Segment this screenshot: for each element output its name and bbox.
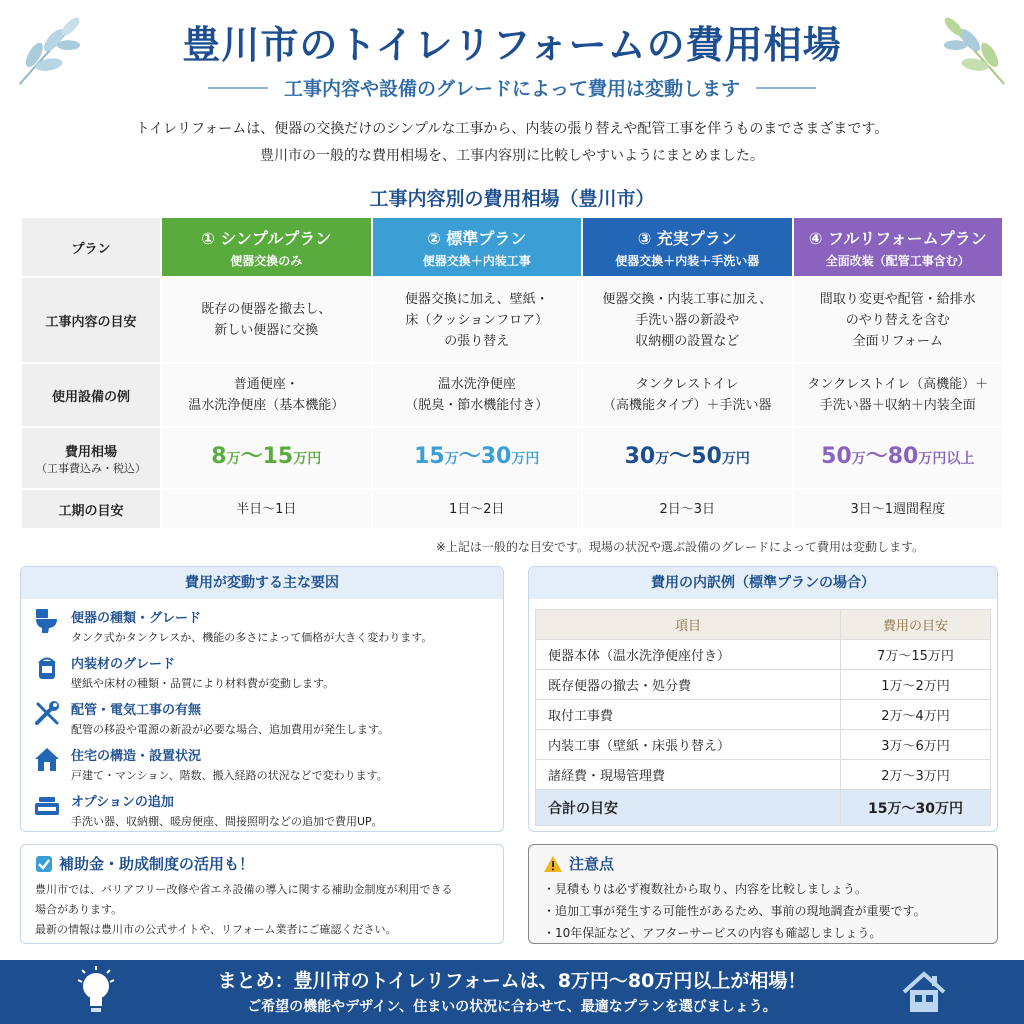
cell-line: 普通便座・ [233, 377, 299, 392]
factor-text [71, 607, 432, 645]
price-unit: 万円 [511, 451, 540, 467]
cell-line: タンクレストイレ [635, 377, 739, 392]
plan-sub: 便器交換のみ [230, 253, 303, 268]
price-min: 15 [414, 444, 445, 469]
factors-title: 費用が変動する主な要因 [21, 567, 503, 599]
period-cell: 3日〜1週間程度 [793, 489, 1004, 529]
caution-list [543, 878, 983, 944]
price-max: 30 [480, 444, 512, 469]
equipment-cell [793, 363, 1004, 427]
price-cell [372, 427, 583, 489]
summary-line-1: まとめ：豊川市のトイレリフォームは、8万円〜80万円以上が相場！ [217, 970, 807, 992]
sink-icon [33, 791, 61, 819]
content-cell [372, 277, 583, 363]
cell-line: 手洗い器＋収納＋内装全面 [819, 398, 976, 413]
plan-name: ③ 充実プラン [637, 228, 737, 248]
cell-line: 全面リフォーム [852, 333, 943, 349]
plan-header-2 [372, 217, 583, 277]
intro-line: トイレリフォームは、便器の交換だけのシンプルな工事から、内装の張り替えや配管工事を伴うものまでさまざまです。 [135, 121, 889, 137]
item-cell: 便器本体（温水洗浄便座付き） [536, 640, 841, 670]
house-icon [900, 968, 948, 1016]
cell-line: 温水洗浄便座（基本機能） [188, 398, 345, 413]
cell-line: （高機能タイプ）＋手洗い器 [603, 398, 772, 413]
row-label-content: 工事内容の目安 [21, 277, 161, 363]
price-tilde: 〜 [865, 444, 888, 469]
factor-desc: タンク式かタンクレスか、機能の多さによって価格が大きく変わります。 [71, 631, 433, 644]
factor-item [21, 607, 503, 645]
row-label-equipment: 使用設備の例 [21, 363, 161, 427]
comparison-title: 工事内容別の費用相場（豊川市） [369, 188, 655, 210]
caution-item: ・10年保証など、アフターサービスの内容も確認しましょう。 [543, 926, 882, 940]
value-cell: 2万〜4万円 [840, 700, 990, 730]
item-cell: 取付工事費 [536, 700, 841, 730]
cell-line: 便器交換・内装工事に加え、 [602, 291, 773, 307]
cell-line: タンクレストイレ（高機能）＋ [807, 377, 989, 392]
price-max: 50 [691, 444, 722, 469]
price-min: 50 [821, 444, 852, 469]
factor-desc: 手洗い器、収納棚、暖房便座、間接照明などの追加で費用UP。 [71, 815, 383, 828]
value-cell: 1万〜2万円 [840, 670, 990, 700]
table-row [536, 640, 991, 670]
factor-title: 内装材のグレード [71, 657, 176, 672]
row-label-cost [21, 427, 161, 489]
factor-text [71, 791, 383, 829]
cost-label: 費用相場 [64, 444, 117, 460]
plan-name: ① シンプルプラン [201, 228, 332, 248]
value-cell: 3万〜6万円 [840, 730, 990, 760]
period-cell: 1日〜2日 [372, 489, 583, 529]
price-max: 80 [887, 444, 919, 469]
table-row [21, 427, 1003, 489]
item-cell: 既存便器の撤去・処分費 [536, 670, 841, 700]
content-cell [582, 277, 793, 363]
price-max: 15 [262, 444, 294, 469]
subsidy-line: 最新の情報は豊川市の公式サイトや、リフォーム業者にご確認ください。 [35, 923, 397, 936]
plan-header-3 [582, 217, 793, 277]
table-row [21, 489, 1003, 529]
subsidy-line: 場合があります。 [35, 903, 123, 916]
factor-item [21, 745, 503, 783]
price-tilde: 〜 [669, 444, 692, 469]
cell-line: 便器交換に加え、壁紙・ [404, 291, 549, 307]
warning-icon [543, 855, 563, 873]
cell-line: の張り替え [444, 333, 510, 349]
divider [756, 87, 816, 89]
price-unit: 万 [851, 451, 866, 467]
page-subtitle: 工事内容や設備のグレードによって費用は変動します [283, 78, 740, 100]
breakdown-panel [528, 566, 998, 832]
factor-title: 住宅の構造・設置状況 [71, 749, 202, 764]
cell-line: 既存の便器を撤去し、 [201, 302, 332, 317]
plan-sub: 全面改装（配管工事含む） [825, 253, 970, 268]
plan-sub: 便器交換＋内装＋手洗い器 [615, 253, 760, 268]
subsidy-title: 補助金・助成制度の活用も！ [59, 855, 255, 873]
paint-bucket-icon [33, 653, 61, 681]
table-row [21, 363, 1003, 427]
table-header-row [536, 610, 991, 640]
toilet-icon [33, 607, 61, 635]
factor-item [21, 653, 503, 691]
cell-line: 収納棚の設置など [635, 333, 740, 349]
table-row [21, 277, 1003, 363]
summary-line-2: ご希望の機能やデザイン、住まいの状況に合わせて、最適なプランを選びましょう。 [247, 999, 777, 1015]
price-unit: 万 [444, 451, 459, 467]
caution-item: ・追加工事が発生する可能性があるため、事前の現地調査が重要です。 [543, 904, 926, 918]
cell-line: 手洗い器の新設や [635, 312, 740, 328]
table-row [21, 217, 1003, 277]
cost-note: （工事費込み・税込） [36, 461, 146, 475]
caution-box [528, 844, 998, 944]
table-row [536, 760, 991, 790]
cell-line: （脱臭・節水機能付き） [405, 398, 549, 413]
price-suffix: 以上 [946, 451, 975, 467]
cell-line: 間取り変更や配管・給排水 [819, 291, 976, 307]
intro-text [0, 116, 1024, 170]
divider [208, 87, 268, 89]
total-label: 合計の目安 [536, 790, 841, 826]
table-row [536, 670, 991, 700]
price-unit: 万円 [293, 451, 322, 467]
price-unit: 万 [655, 451, 670, 467]
cell-line: 床（クッションフロア） [405, 312, 549, 328]
factor-text [71, 653, 334, 691]
factor-item [21, 791, 503, 829]
summary-banner [0, 960, 1024, 1024]
cell-line: のやり替えを含む [845, 312, 950, 328]
subsidy-text [35, 880, 489, 940]
factor-desc: 配管の移設や電源の新設が必要な場合、追加費用が発生します。 [71, 723, 390, 736]
column-header: 費用の目安 [840, 610, 990, 640]
factor-title: オプションの追加 [71, 795, 174, 810]
content-cell [161, 277, 372, 363]
caution-item: ・見積もりは必ず複数社から取り、内容を比較しましょう。 [543, 882, 868, 896]
price-unit: 万円 [721, 451, 750, 467]
content-cell [793, 277, 1004, 363]
factor-text [71, 745, 388, 783]
subtitle-row [0, 74, 1024, 101]
house-icon [33, 745, 61, 773]
price-tilde: 〜 [240, 444, 263, 469]
row-label-plan: プラン [21, 217, 161, 277]
plan-name: ④ フルリフォームプラン [808, 228, 987, 248]
plan-sub: 便器交換＋内装工事 [422, 253, 531, 268]
breakdown-table [535, 609, 991, 826]
subsidy-line: 豊川市では、バリアフリー改修や省エネ設備の導入に関する補助金制度が利用できる [35, 883, 453, 896]
page-title: 豊川市のトイレリフォームの費用相場 [182, 23, 842, 67]
price-cell [582, 427, 793, 489]
factor-title: 配管・電気工事の有無 [71, 703, 202, 718]
checkbox-icon [35, 855, 53, 873]
factor-title: 便器の種類・グレード [71, 611, 202, 626]
breakdown-title: 費用の内訳例（標準プランの場合） [529, 567, 997, 599]
equipment-cell [372, 363, 583, 427]
subsidy-heading [35, 853, 489, 874]
comparison-table [20, 216, 1004, 530]
caution-title: 注意点 [569, 855, 615, 873]
price-min: 8 [211, 444, 227, 469]
cell-line: 温水洗浄便座 [437, 377, 516, 392]
factor-desc: 戸建て・マンション、階数、搬入経路の状況などで変わります。 [71, 769, 388, 782]
tools-icon [33, 699, 61, 727]
column-header: 項目 [536, 610, 841, 640]
period-cell: 半日〜1日 [161, 489, 372, 529]
price-min: 30 [624, 444, 656, 469]
factor-text [71, 699, 389, 737]
table-row [536, 730, 991, 760]
total-row [536, 790, 991, 826]
period-cell: 2日〜3日 [582, 489, 793, 529]
plan-header-1 [161, 217, 372, 277]
factor-desc: 壁紙や床材の種類・品質により材料費が変動します。 [71, 677, 335, 690]
price-unit: 万円 [918, 451, 947, 467]
price-tilde: 〜 [458, 444, 481, 469]
price-cell [793, 427, 1004, 489]
plan-name: ② 標準プラン [427, 228, 527, 248]
plan-header-4 [793, 217, 1004, 277]
price-cell [161, 427, 372, 489]
price-unit: 万 [226, 451, 241, 467]
subsidy-box [20, 844, 504, 944]
cell-line: 新しい便器に交換 [214, 323, 319, 338]
factor-item [21, 699, 503, 737]
value-cell: 2万〜3万円 [840, 760, 990, 790]
equipment-cell [582, 363, 793, 427]
factors-panel [20, 566, 504, 832]
row-label-period: 工期の目安 [21, 489, 161, 529]
item-cell: 諸経費・現場管理費 [536, 760, 841, 790]
intro-line: 豊川市の一般的な費用相場を、工事内容別に比較しやすいようにまとめました。 [260, 148, 764, 164]
value-cell: 7万〜15万円 [840, 640, 990, 670]
item-cell: 内装工事（壁紙・床張り替え） [536, 730, 841, 760]
table-row [536, 700, 991, 730]
total-value: 15万〜30万円 [840, 790, 990, 826]
table-note: ※上記は一般的な目安です。現場の状況や選ぶ設備のグレードによって費用は変動します。 [435, 540, 924, 554]
equipment-cell [161, 363, 372, 427]
caution-heading [543, 853, 983, 874]
